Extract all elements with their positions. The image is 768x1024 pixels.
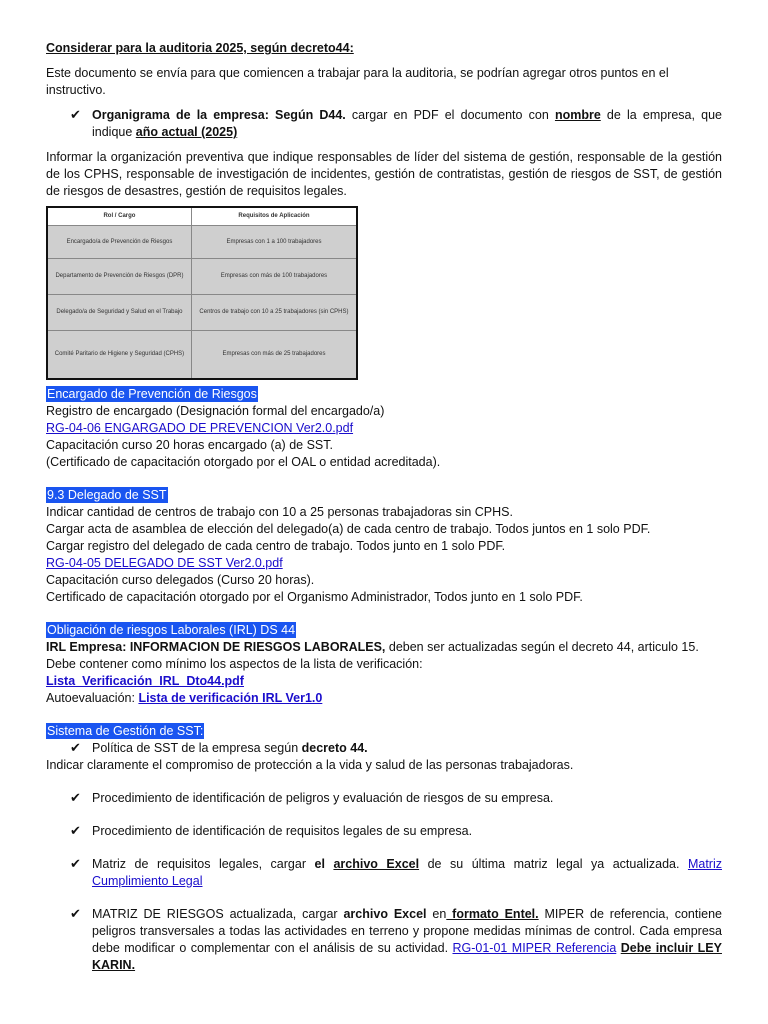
table-header: Requisitos de Aplicación (191, 207, 357, 226)
politica-item: ✔ Política de SST de la empresa según decreto 44. (70, 740, 368, 756)
table-cell: Delegado/a de Seguridad y Salud en el Trabajo (47, 295, 191, 331)
encargado-line: Registro de encargado (Designación formal del encargado/a) (46, 403, 385, 418)
delegado-heading: 9.3 Delegado de SST (47, 487, 167, 502)
irl-autoevaluacion-link[interactable]: Lista de verificación IRL Ver1.0 (138, 690, 323, 705)
delegado-line: Cargar acta de asamblea de elección del delegado(a) de cada centro de trabajo. Todos juntos en 1 solo PDF. (46, 521, 651, 536)
procedimiento-peligros-item: ✔ Procedimiento de identificación de peligros y evaluación de riesgos de su empresa. (70, 790, 554, 806)
encargado-heading: Encargado de Prevención de Riesgos (47, 386, 257, 401)
table-cell: Comité Paritario de Higiene y Seguridad (CPHS) (47, 331, 191, 379)
roles-table-image (46, 206, 358, 380)
checkmark-icon: ✔ (70, 823, 81, 839)
checkmark-icon: ✔ (70, 906, 81, 922)
politica-detail: Indicar claramente el compromiso de protección a la vida y salud de las personas trabajadoras. (46, 757, 574, 772)
irl-line: Debe contener como mínimo los aspectos de la lista de verificación: (46, 656, 423, 671)
delegado-pdf-link[interactable]: RG-04-05 DELEGADO DE SST Ver2.0.pdf (46, 555, 283, 570)
delegado-line: Indicar cantidad de centros de trabajo con 10 a 25 personas trabajadoras sin CPHS. (46, 504, 513, 519)
encargado-line: (Certificado de capacitación otorgado por el OAL o entidad acreditada). (46, 454, 441, 469)
checkmark-icon: ✔ (70, 740, 81, 756)
sgsst-heading: Sistema de Gestión de SST: (47, 723, 204, 738)
miper-referencia-link[interactable]: RG-01-01 MIPER Referencia (452, 940, 617, 955)
checkmark-icon: ✔ (70, 856, 81, 872)
matriz-legal-item: ✔ Matriz de requisitos legales, cargar el archivo Excel de su última matriz legal ya actualizada. Matriz Cumplimiento Legal (70, 856, 722, 888)
table-cell: Empresas con 1 a 100 trabajadores (191, 226, 357, 259)
delegado-line: Cargar registro del delegado de cada centro de trabajo. Todos junto en 1 solo PDF. (46, 538, 506, 553)
procedimiento-legales-item: ✔ Procedimiento de identificación de requisitos legales de su empresa. (70, 823, 473, 839)
document-page (46, 40, 722, 974)
irl-heading: Obligación de riesgos Laborales (IRL) DS 44 (47, 622, 296, 637)
table-header: Rol / Cargo (47, 207, 191, 226)
checkmark-icon: ✔ (70, 108, 81, 123)
informar-paragraph: Informar la organización preventiva que indique responsables de líder del sistema de gestión, responsable de la gestión de los CPHS, responsable de investigación de incidentes, gestión de contratistas, gestión de riesgos de SST, de gestión de riesgos de desastres, gestión de requisitos legales. (46, 150, 722, 198)
table-cell: Empresas con más de 100 trabajadores (191, 259, 357, 295)
table-cell: Departamento de Prevención de Riesgos (DPR) (47, 259, 191, 295)
irl-line: IRL Empresa: INFORMACION DE RIESGOS LABORALES, deben ser actualizadas según el decreto 44, articulo 15. (46, 639, 699, 654)
matriz-legal-link[interactable]: Matriz Cumplimiento Legal (92, 856, 722, 888)
irl-checklist-link[interactable]: Lista_Verificación_IRL_Dto44.pdf (46, 673, 244, 688)
checkmark-icon: ✔ (70, 790, 81, 806)
encargado-line: Capacitación curso 20 horas encargado (a) de SST. (46, 437, 333, 452)
encargado-pdf-link[interactable]: RG-04-06 ENGARGADO DE PREVENCION Ver2.0.pdf (46, 420, 354, 435)
document-title: Considerar para la auditoria 2025, según decreto44: (46, 41, 354, 55)
organigrama-item: ✔ Organigrama de la empresa: Según D44. cargar en PDF el documento con nombre de la empresa, que indique año actual (2025) (70, 108, 722, 139)
table-cell: Empresas con más de 25 trabajadores (191, 331, 357, 379)
table-cell: Centros de trabajo con 10 a 25 trabajadores (sin CPHS) (191, 295, 357, 331)
matriz-riesgos-item: ✔ MATRIZ DE RIESGOS actualizada, cargar archivo Excel en formato Entel. MIPER de referencia, contiene peligros transversales a todas las actividades en terreno y propone medidas mínimas de control. Cada empresa debe modificar o complementar con el análisis de su actividad. RG-01-01 MIPER Referencia Debe incluir LEY KARIN. (70, 906, 722, 972)
delegado-line: Certificado de capacitación otorgado por el Organismo Administrador, Todos junto en 1 solo PDF. (46, 589, 583, 604)
autoevaluacion-line: Autoevaluación: Lista de verificación IRL Ver1.0 (46, 690, 323, 705)
intro-paragraph: Este documento se envía para que comiencen a trabajar para la auditoria, se podrían agregar otros puntos en el instructivo. (46, 66, 669, 97)
delegado-line: Capacitación curso delegados (Curso 20 horas). (46, 572, 315, 587)
table-cell: Encargado/a de Prevención de Riesgos (47, 226, 191, 259)
